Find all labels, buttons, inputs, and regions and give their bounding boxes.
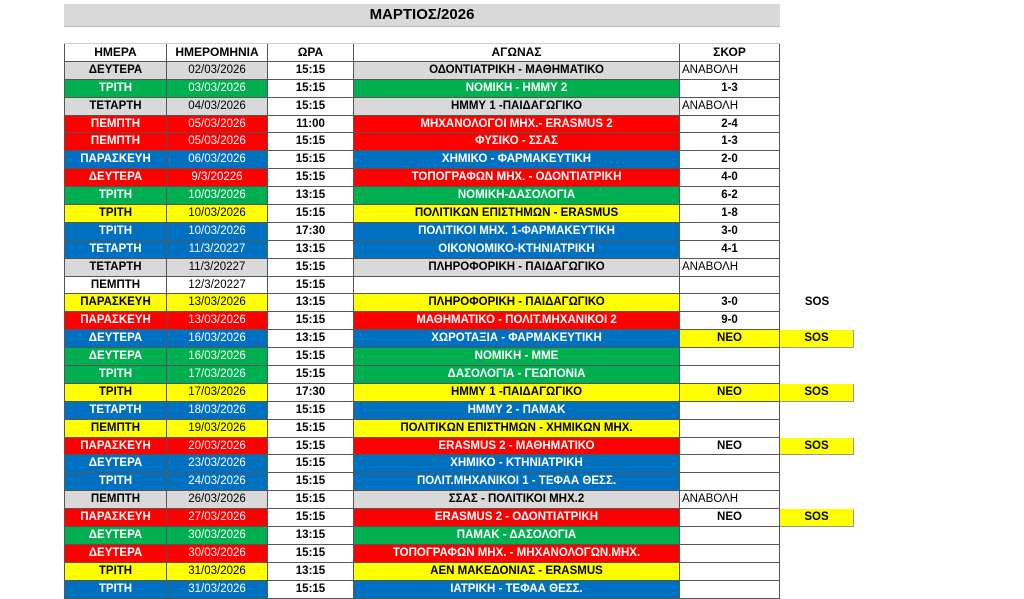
match-cell[interactable]: ΝΟΜΙΚΗ - ΗΜΜΥ 2	[354, 80, 680, 98]
day-cell[interactable]: ΠΑΡΑΣΚΕΥΗ	[64, 312, 167, 330]
time-cell[interactable]: 15:15	[268, 133, 354, 151]
table-row	[64, 151, 854, 169]
sos-cell[interactable]	[780, 241, 854, 259]
score-cell[interactable]	[680, 277, 780, 295]
day-cell[interactable]: ΠΕΜΠΤΗ	[64, 133, 167, 151]
day-cell[interactable]: ΠΑΡΑΣΚΕΥΗ	[64, 509, 167, 527]
match-cell[interactable]: ERASMUS 2 - ΜΑΘΗΜΑΤΙΚΟ	[354, 438, 680, 456]
time-cell[interactable]: 15:15	[268, 312, 354, 330]
sos-cell[interactable]	[780, 348, 854, 366]
match-cell[interactable]: ΗΜΜΥ 1 -ΠΑΙΔΑΓΩΓΙΚΟ	[354, 98, 680, 116]
time-cell[interactable]: 15:15	[268, 473, 354, 491]
header-day[interactable]: ΗΜΕΡΑ	[64, 44, 167, 62]
score-cell[interactable]: ΝΕΟ	[680, 384, 780, 402]
score-cell[interactable]	[680, 527, 780, 545]
schedule-rows	[64, 62, 854, 599]
table-row	[64, 581, 854, 599]
table-row	[64, 187, 854, 205]
table-row	[64, 384, 854, 402]
sos-cell[interactable]	[780, 187, 854, 205]
date-cell[interactable]: 03/03/2026	[167, 80, 268, 98]
score-cell[interactable]: 6-2	[680, 187, 780, 205]
table-row	[64, 312, 854, 330]
day-cell[interactable]: ΠΑΡΑΣΚΕΥΗ	[64, 438, 167, 456]
header-date[interactable]: ΗΜΕΡΟΜΗΝΙΑ	[167, 44, 268, 62]
table-row	[64, 420, 854, 438]
day-cell[interactable]: ΤΕΤΑΡΤΗ	[64, 241, 167, 259]
sos-cell[interactable]	[780, 151, 854, 169]
day-cell[interactable]: ΤΡΙΤΗ	[64, 205, 167, 223]
table-row	[64, 294, 854, 312]
score-cell[interactable]: 1-3	[680, 133, 780, 151]
table-row	[64, 241, 854, 259]
match-cell[interactable]: ΔΑΣΟΛΟΓΙΑ - ΓΕΩΠΟΝΙΑ	[354, 366, 680, 384]
day-cell[interactable]: ΔΕΥΤΕΡΑ	[64, 62, 167, 80]
table-row	[64, 62, 854, 80]
date-cell[interactable]: 23/03/2026	[167, 455, 268, 473]
day-cell[interactable]: ΔΕΥΤΕΡΑ	[64, 348, 167, 366]
time-cell[interactable]: 15:15	[268, 62, 354, 80]
time-cell[interactable]: 15:15	[268, 277, 354, 295]
score-cell[interactable]: ΑΝΑΒΟΛΗ	[680, 491, 780, 509]
day-cell[interactable]: ΤΡΙΤΗ	[64, 80, 167, 98]
table-row	[64, 259, 854, 277]
sos-cell[interactable]	[780, 259, 854, 277]
time-cell[interactable]: 17:30	[268, 384, 354, 402]
match-cell[interactable]: ΠΟΛΙΤΙΚΩΝ ΕΠΙΣΤΗΜΩΝ - ΧΗΜΙΚΩΝ ΜΗΧ.	[354, 420, 680, 438]
table-row	[64, 80, 854, 98]
match-cell[interactable]: ΧΩΡΟΤΑΞΙΑ - ΦΑΡΜΑΚΕΥΤΙΚΗ	[354, 330, 680, 348]
date-cell[interactable]: 30/03/2026	[167, 545, 268, 563]
time-cell[interactable]: 15:15	[268, 151, 354, 169]
date-cell[interactable]: 27/03/2026	[167, 509, 268, 527]
sos-cell[interactable]	[780, 491, 854, 509]
date-cell[interactable]: 17/03/2026	[167, 384, 268, 402]
date-cell[interactable]: 13/03/2026	[167, 312, 268, 330]
table-row	[64, 169, 854, 187]
day-cell[interactable]: ΔΕΥΤΕΡΑ	[64, 455, 167, 473]
time-cell[interactable]: 15:15	[268, 581, 354, 599]
time-cell[interactable]: 15:15	[268, 366, 354, 384]
score-cell[interactable]	[680, 473, 780, 491]
time-cell[interactable]: 15:15	[268, 509, 354, 527]
sos-cell[interactable]	[780, 312, 854, 330]
table-row	[64, 223, 854, 241]
sos-cell[interactable]: SOS	[780, 438, 854, 456]
sos-cell[interactable]: SOS	[780, 384, 854, 402]
time-cell[interactable]: 15:15	[268, 98, 354, 116]
table-row	[64, 455, 854, 473]
time-cell[interactable]: 15:15	[268, 545, 354, 563]
day-cell[interactable]: ΤΡΙΤΗ	[64, 563, 167, 581]
table-row	[64, 527, 854, 545]
sos-cell[interactable]	[780, 581, 854, 599]
score-cell[interactable]: ΝΕΟ	[680, 330, 780, 348]
day-cell[interactable]: ΠΑΡΑΣΚΕΥΗ	[64, 151, 167, 169]
match-cell[interactable]: ΠΛΗΡΟΦΟΡΙΚΗ - ΠΑΙΔΑΓΩΓΙΚΟ	[354, 294, 680, 312]
match-cell[interactable]: ΜΑΘΗΜΑΤΙΚΟ - ΠΟΛΙΤ.ΜΗΧΑΝΙΚΟΙ 2	[354, 312, 680, 330]
match-cell[interactable]: ΝΟΜΙΚΗ-ΔΑΣΟΛΟΓΙΑ	[354, 187, 680, 205]
score-cell[interactable]: 4-1	[680, 241, 780, 259]
score-cell[interactable]	[680, 563, 780, 581]
time-cell[interactable]: 15:15	[268, 205, 354, 223]
match-cell[interactable]: ΤΟΠΟΓΡΑΦΩΝ ΜΗΧ. - ΟΔΟΝΤΙΑΤΡΙΚΗ	[354, 169, 680, 187]
day-cell[interactable]: ΤΕΤΑΡΤΗ	[64, 402, 167, 420]
time-cell[interactable]: 15:15	[268, 420, 354, 438]
sos-cell[interactable]: SOS	[780, 509, 854, 527]
score-cell[interactable]: ΑΝΑΒΟΛΗ	[680, 62, 780, 80]
score-cell[interactable]: 9-0	[680, 312, 780, 330]
table-row	[64, 330, 854, 348]
time-cell[interactable]: 17:30	[268, 223, 354, 241]
match-cell[interactable]: ΟΔΟΝΤΙΑΤΡΙΚΗ - ΜΑΘΗΜΑΤΙΚΟ	[354, 62, 680, 80]
time-cell[interactable]: 15:15	[268, 169, 354, 187]
header-score[interactable]: ΣΚΟΡ	[680, 44, 780, 62]
day-cell[interactable]: ΠΕΜΠΤΗ	[64, 116, 167, 134]
score-cell[interactable]: ΝΕΟ	[680, 438, 780, 456]
day-cell[interactable]: ΤΡΙΤΗ	[64, 366, 167, 384]
match-cell[interactable]: ΟΙΚΟΝΟΜΙΚΟ-ΚΤΗΝΙΑΤΡΙΚΗ	[354, 241, 680, 259]
score-cell[interactable]: 4-0	[680, 169, 780, 187]
sos-cell[interactable]	[780, 455, 854, 473]
table-row	[64, 545, 854, 563]
date-cell[interactable]: 06/03/2026	[167, 151, 268, 169]
score-cell[interactable]	[680, 581, 780, 599]
score-cell[interactable]: 3-0	[680, 223, 780, 241]
score-cell[interactable]: 3-0	[680, 294, 780, 312]
sos-cell[interactable]: SOS	[804, 296, 830, 309]
score-cell[interactable]	[680, 420, 780, 438]
table-row	[64, 563, 854, 581]
match-cell[interactable]: ΠΟΛΙΤΙΚΟΙ ΜΗΧ. 1-ΦΑΡΜΑΚΕΥΤΙΚΗ	[354, 223, 680, 241]
date-cell[interactable]: 26/03/2026	[167, 491, 268, 509]
table-row	[64, 277, 854, 295]
date-cell[interactable]: 02/03/2026	[167, 62, 268, 80]
sos-cell[interactable]	[780, 545, 854, 563]
day-cell[interactable]: ΔΕΥΤΕΡΑ	[64, 545, 167, 563]
day-cell[interactable]: ΤΕΤΑΡΤΗ	[64, 98, 167, 116]
table-row	[64, 205, 854, 223]
schedule-sheet	[64, 4, 854, 599]
match-cell[interactable]: ΠΛΗΡΟΦΟΡΙΚΗ - ΠΑΙΔΑΓΩΓΙΚΟ	[354, 259, 680, 277]
time-cell[interactable]: 11:00	[268, 116, 354, 134]
time-cell[interactable]: 13:15	[268, 563, 354, 581]
date-cell[interactable]: 10/03/2026	[167, 187, 268, 205]
time-cell[interactable]: 15:15	[268, 455, 354, 473]
date-cell[interactable]: 11/3/20227	[167, 241, 268, 259]
sos-cell[interactable]	[780, 473, 854, 491]
time-cell[interactable]: 13:15	[268, 294, 354, 312]
match-cell[interactable]	[354, 277, 680, 295]
sos-cell[interactable]	[780, 62, 854, 80]
sos-cell[interactable]	[780, 80, 854, 98]
date-cell[interactable]: 04/03/2026	[167, 98, 268, 116]
score-cell[interactable]: 1-8	[680, 205, 780, 223]
day-cell[interactable]: ΠΕΜΠΤΗ	[64, 491, 167, 509]
score-cell[interactable]	[680, 348, 780, 366]
match-cell[interactable]: ΗΜΜΥ 2 - ΠΑΜΑΚ	[354, 402, 680, 420]
score-cell[interactable]	[680, 366, 780, 384]
day-cell[interactable]: ΤΡΙΤΗ	[64, 473, 167, 491]
sheet-title: ΜΑΡΤΙΟΣ/2026	[64, 4, 780, 27]
score-cell[interactable]	[680, 545, 780, 563]
table-row	[64, 438, 854, 456]
table-row	[64, 473, 854, 491]
time-cell[interactable]: 13:15	[268, 527, 354, 545]
date-cell[interactable]: 10/03/2026	[167, 223, 268, 241]
day-cell[interactable]: ΠΕΜΠΤΗ	[64, 277, 167, 295]
time-cell[interactable]: 15:15	[268, 402, 354, 420]
score-cell[interactable]: ΝΕΟ	[680, 509, 780, 527]
score-cell[interactable]	[680, 402, 780, 420]
time-cell[interactable]: 13:15	[268, 187, 354, 205]
date-cell[interactable]: 9/3/20226	[167, 169, 268, 187]
sos-cell[interactable]	[780, 366, 854, 384]
date-cell[interactable]: 30/03/2026	[167, 527, 268, 545]
date-cell[interactable]: 31/03/2026	[167, 563, 268, 581]
day-cell[interactable]: ΤΡΙΤΗ	[64, 384, 167, 402]
match-cell[interactable]: ΝΟΜΙΚΗ - ΜΜΕ	[354, 348, 680, 366]
match-cell[interactable]: ΧΗΜΙΚΟ - ΚΤΗΝΙΑΤΡΙΚΗ	[354, 455, 680, 473]
time-cell[interactable]: 15:15	[268, 259, 354, 277]
match-cell[interactable]: ΦΥΣΙΚΟ - ΣΣΑΣ	[354, 133, 680, 151]
date-cell[interactable]: 13/03/2026	[167, 294, 268, 312]
header-row	[64, 44, 854, 62]
day-cell[interactable]: ΤΡΙΤΗ	[64, 187, 167, 205]
match-cell[interactable]: ΤΟΠΟΓΡΑΦΩΝ ΜΗΧ. - ΜΗΧΑΝΟΛΟΓΩΝ.ΜΗΧ.	[354, 545, 680, 563]
table-row	[64, 509, 854, 527]
table-row	[64, 402, 854, 420]
match-cell[interactable]: ΠΟΛΙΤ.ΜΗΧΑΝΙΚΟΙ 1 - ΤΕΦΑΑ ΘΕΣΣ.	[354, 473, 680, 491]
table-row	[64, 116, 854, 134]
date-cell[interactable]: 31/03/2026	[167, 581, 268, 599]
day-cell[interactable]: ΤΡΙΤΗ	[64, 223, 167, 241]
sos-cell[interactable]: SOS	[780, 330, 854, 348]
date-cell[interactable]: 16/03/2026	[167, 330, 268, 348]
date-cell[interactable]: 05/03/2026	[167, 116, 268, 134]
table-row	[64, 348, 854, 366]
match-cell[interactable]: ΗΜΜΥ 1 -ΠΑΙΔΑΓΩΓΙΚΟ	[354, 384, 680, 402]
sos-cell[interactable]	[780, 563, 854, 581]
sos-cell[interactable]	[780, 116, 854, 134]
time-cell[interactable]: 13:15	[268, 241, 354, 259]
date-cell[interactable]: 19/03/2026	[167, 420, 268, 438]
blank-row	[64, 27, 780, 44]
date-cell[interactable]: 16/03/2026	[167, 348, 268, 366]
sos-cell[interactable]	[780, 277, 854, 295]
day-cell[interactable]: ΔΕΥΤΕΡΑ	[64, 527, 167, 545]
time-cell[interactable]: 15:15	[268, 438, 354, 456]
day-cell[interactable]: ΤΕΤΑΡΤΗ	[64, 259, 167, 277]
match-cell[interactable]: ΙΑΤΡΙΚΗ - ΤΕΦΑΑ ΘΕΣΣ.	[354, 581, 680, 599]
date-cell[interactable]: 20/03/2026	[167, 438, 268, 456]
score-cell[interactable]: ΑΝΑΒΟΛΗ	[680, 98, 780, 116]
day-cell[interactable]: ΠΑΡΑΣΚΕΥΗ	[64, 294, 167, 312]
date-cell[interactable]: 24/03/2026	[167, 473, 268, 491]
day-cell[interactable]: ΔΕΥΤΕΡΑ	[64, 169, 167, 187]
score-cell[interactable]: 2-0	[680, 151, 780, 169]
sos-cell[interactable]	[780, 223, 854, 241]
table-row	[64, 491, 854, 509]
date-cell[interactable]: 18/03/2026	[167, 402, 268, 420]
sos-cell[interactable]	[780, 98, 854, 116]
time-cell[interactable]: 15:15	[268, 491, 354, 509]
date-cell[interactable]: 10/03/2026	[167, 205, 268, 223]
sos-cell[interactable]	[780, 133, 854, 151]
table-row	[64, 133, 854, 151]
match-cell[interactable]: ΧΗΜΙΚΟ - ΦΑΡΜΑΚΕΥΤΙΚΗ	[354, 151, 680, 169]
sos-cell[interactable]	[780, 169, 854, 187]
header-match[interactable]: ΑΓΩΝΑΣ	[354, 44, 680, 62]
day-cell[interactable]: ΠΕΜΠΤΗ	[64, 420, 167, 438]
table-row	[64, 98, 854, 116]
sos-cell[interactable]	[780, 420, 854, 438]
sos-cell[interactable]	[780, 402, 854, 420]
table-row	[64, 366, 854, 384]
match-cell[interactable]: ERASMUS 2 - ΟΔΟΝΤΙΑΤΡΙΚΗ	[354, 509, 680, 527]
date-cell[interactable]: 17/03/2026	[167, 366, 268, 384]
score-cell[interactable]: 2-4	[680, 116, 780, 134]
day-cell[interactable]: ΤΡΙΤΗ	[64, 581, 167, 599]
time-cell[interactable]: 15:15	[268, 348, 354, 366]
time-cell[interactable]: 15:15	[268, 80, 354, 98]
score-cell[interactable]: 1-3	[680, 80, 780, 98]
score-cell[interactable]: ΑΝΑΒΟΛΗ	[680, 259, 780, 277]
time-cell[interactable]: 13:15	[268, 330, 354, 348]
day-cell[interactable]: ΔΕΥΤΕΡΑ	[64, 330, 167, 348]
sos-cell[interactable]	[780, 205, 854, 223]
match-cell[interactable]: ΠΟΛΙΤΙΚΩΝ ΕΠΙΣΤΗΜΩΝ - ERASMUS	[354, 205, 680, 223]
sos-cell[interactable]	[780, 527, 854, 545]
match-cell[interactable]: ΠΑΜΑΚ - ΔΑΣΟΛΟΓΙΑ	[354, 527, 680, 545]
date-cell[interactable]: 11/3/20227	[167, 259, 268, 277]
date-cell[interactable]: 05/03/2026	[167, 133, 268, 151]
score-cell[interactable]	[680, 455, 780, 473]
match-cell[interactable]: ΜΗΧΑΝΟΛΟΓΟΙ ΜΗΧ.- ERASMUS 2	[354, 116, 680, 134]
date-cell[interactable]: 12/3/20227	[167, 277, 268, 295]
header-time[interactable]: ΩΡΑ	[268, 44, 354, 62]
match-cell[interactable]: ΑΕΝ ΜΑΚΕΔΟΝΙΑΣ - ERASMUS	[354, 563, 680, 581]
match-cell[interactable]: ΣΣΑΣ - ΠΟΛΙΤΙΚΟΙ ΜΗΧ.2	[354, 491, 680, 509]
